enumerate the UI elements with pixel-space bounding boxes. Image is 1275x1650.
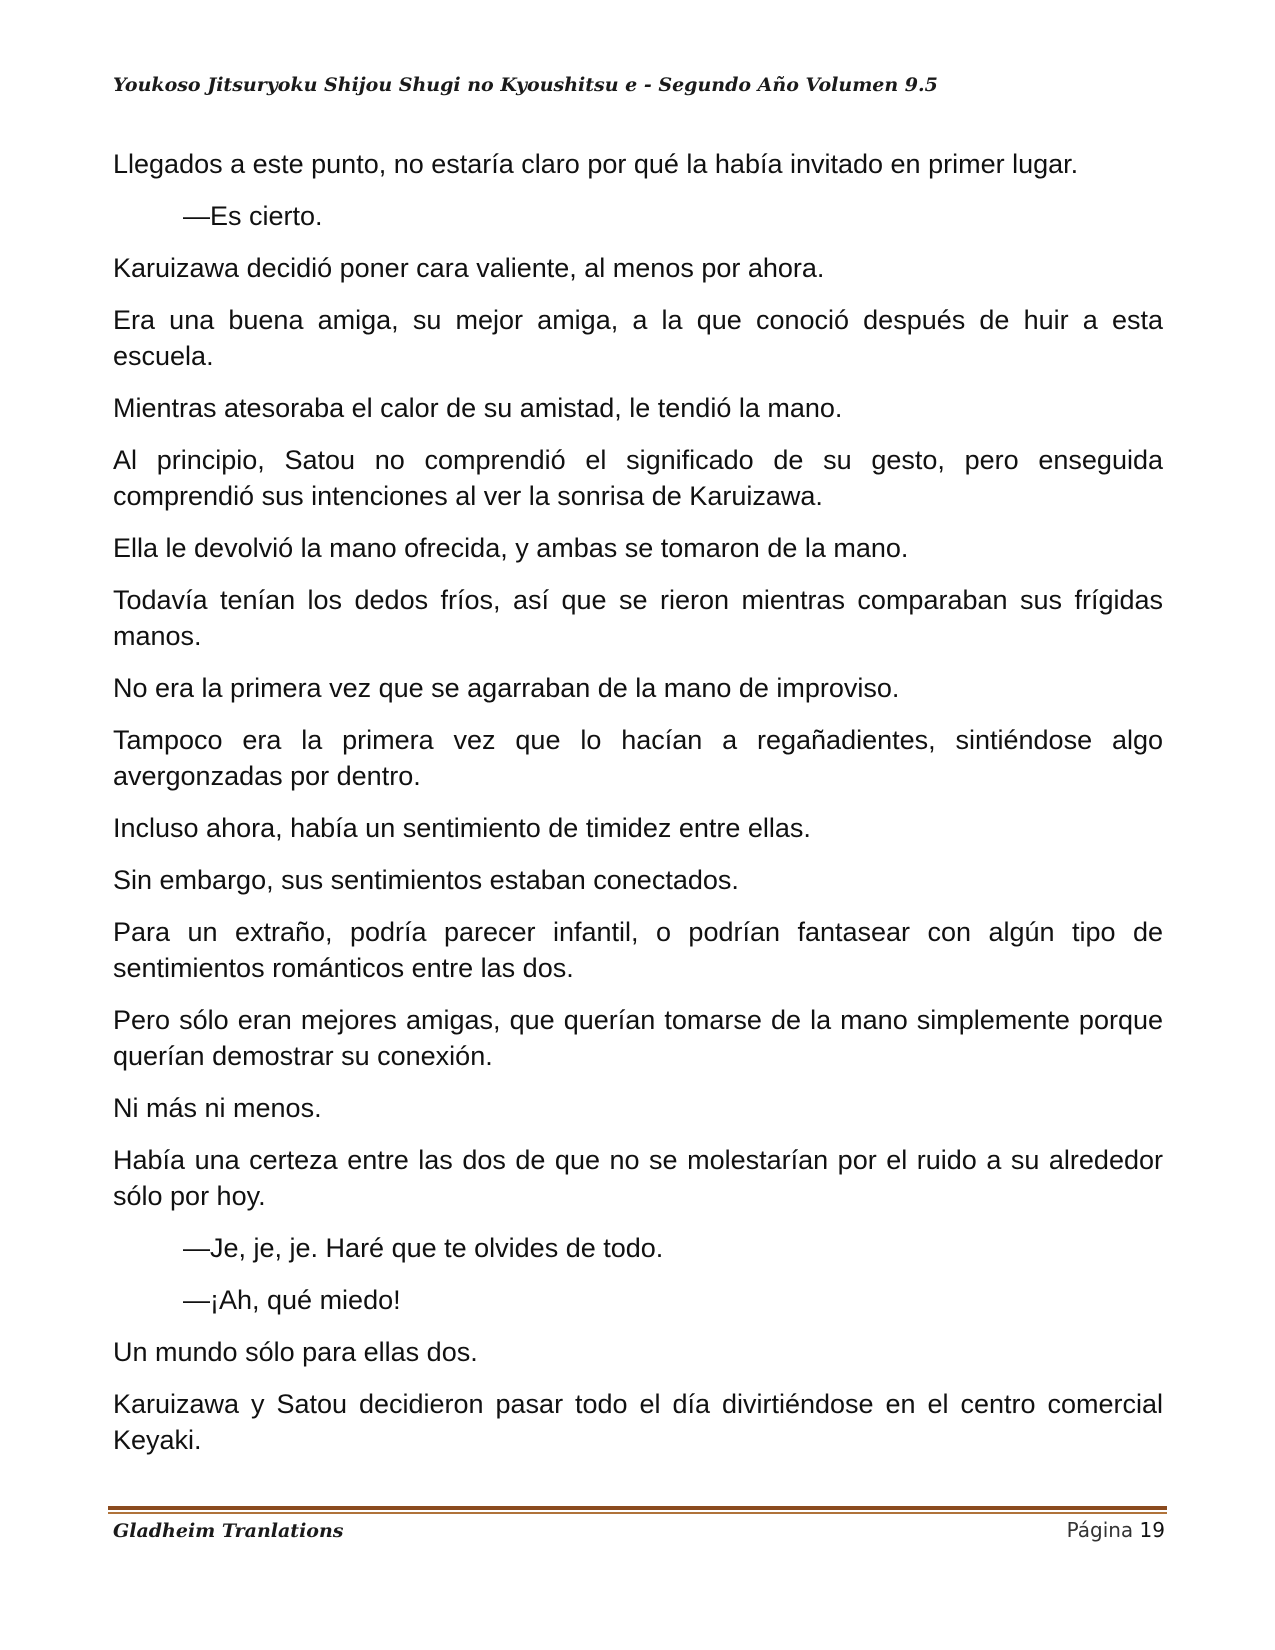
paragraph: Mientras atesoraba el calor de su amistad, le tendió la mano. <box>113 393 843 423</box>
paragraph: Había una certeza entre las dos de que no se molestarían por el ruido a su alrededor sólo por hoy. <box>113 1145 1163 1211</box>
page-number: 19 <box>1139 1518 1165 1542</box>
dialogue-line: —¡Ah, qué miedo! <box>183 1285 401 1315</box>
footer-credit: Gladheim Tranlations <box>113 1520 344 1542</box>
footer-divider-thick <box>108 1506 1167 1510</box>
paragraph: Karuizawa y Satou decidieron pasar todo el día divirtiéndose en el centro comercial Keyaki. <box>113 1389 1163 1455</box>
page-number-block <box>1067 1518 1165 1542</box>
paragraph: No era la primera vez que se agarraban de la mano de improviso. <box>113 673 900 703</box>
paragraph: Para un extraño, podría parecer infantil, o podrían fantasear con algún tipo de sentimientos románticos entre las dos. <box>113 917 1163 983</box>
paragraph: Sin embargo, sus sentimientos estaban conectados. <box>113 865 739 895</box>
paragraph: Incluso ahora, había un sentimiento de timidez entre ellas. <box>113 813 811 843</box>
dialogue-line: —Es cierto. <box>183 201 323 231</box>
dialogue-line: —Je, je, je. Haré que te olvides de todo. <box>183 1233 664 1263</box>
paragraph: Pero sólo eran mejores amigas, que querían tomarse de la mano simplemente porque querían demostrar su conexión. <box>113 1005 1163 1071</box>
paragraph: Tampoco era la primera vez que lo hacían a regañadientes, sintiéndose algo avergonzadas por dentro. <box>113 725 1163 791</box>
paragraph: Era una buena amiga, su mejor amiga, a la que conoció después de huir a esta escuela. <box>113 305 1163 371</box>
paragraph: Al principio, Satou no comprendió el significado de su gesto, pero enseguida comprendió sus intenciones al ver la sonrisa de Karuizawa. <box>113 445 1163 511</box>
page-header-title: Youkoso Jitsuryoku Shijou Shugi no Kyoushitsu e - Segundo Año Volumen 9.5 <box>113 74 938 96</box>
paragraph: Llegados a este punto, no estaría claro por qué la había invitado en primer lugar. <box>113 149 1079 179</box>
paragraph: Ni más ni menos. <box>113 1093 322 1123</box>
page-label: Página <box>1066 1518 1134 1542</box>
paragraph: Ella le devolvió la mano ofrecida, y ambas se tomaron de la mano. <box>113 533 909 563</box>
paragraph: Karuizawa decidió poner cara valiente, al menos por ahora. <box>113 253 825 283</box>
paragraph: Todavía tenían los dedos fríos, así que se rieron mientras comparaban sus frígidas manos. <box>113 585 1163 651</box>
footer-divider-thin <box>108 1512 1167 1514</box>
paragraph: Un mundo sólo para ellas dos. <box>113 1337 478 1367</box>
page-body <box>113 146 1163 1474</box>
